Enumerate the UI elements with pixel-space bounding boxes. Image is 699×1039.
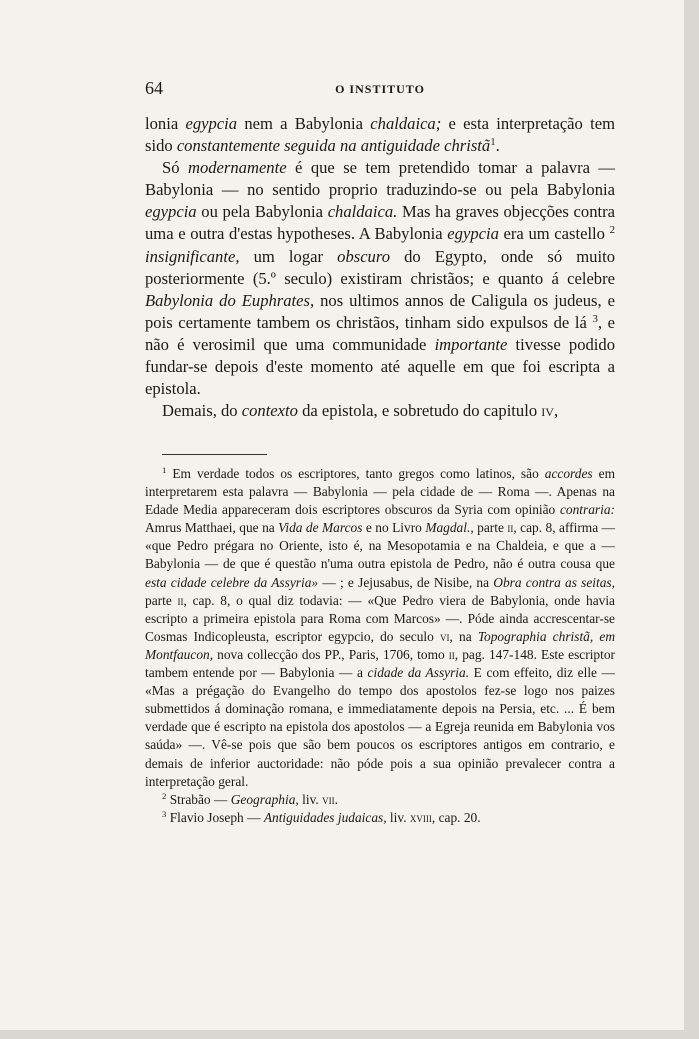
footnotes xyxy=(145,465,615,827)
footnote-1: $^1$ Em verdade todos os escriptores, tanto gregos como latinos, são accordes em interpretarem esta palavra — Babylonia — pela cidade de — Roma —. Apenas na Edade Media appareceram dois escriptores obscuros da Syria com opinião contraria: Amrus Matthaei, que na Vida de Marcos e no Livro Magdal., parte ii, cap. 8, affirma — «que Pedro prégara no Oriente, isto é, na Mesopotamia e na Chaldeia, e que a — Babylonia — de que é questão n'uma outra epistola de Pedro, não é outra cousa que esta cidade celebre da Assyria» — ; e Jejusabus, de Nisibe, na Obra contra as seitas, parte ii, cap. 8, o qual diz todavia: — «Que Pedro viera de Babylonia, onde havia escripto a primeira epistola para Roma com Marcos» —. Póde ainda accrescentar-se Cosmas Indicopleusta, escriptor egypcio, do seculo vi, na Topographia christã, em Montfaucon, nova collecção dos PP., Paris, 1706, tomo ii, pag. 147-148. Este escriptor tambem entende por — Babylonia — a cidade da Assyria. E com effeito, diz elle — «Mas a prégação do Evangelho do tempo dos apostolos fez-se logo nos paizes submettidos á dominação romana, e immediatamente depois na Persia, etc. ... É bem verdade que é escripto na epistola dos apostolos — a Egreja reunida em Babylonia vos saúda» —. Vê-se pois que são bem poucos os escriptores antigos em contrario, e demais de inferior auctoridade: não póde pois a sua opinião prevalecer contra a interpretação geral. xyxy=(145,465,616,789)
paragraph-demais: Demais, do contexto da epistola, e sobretudo do capitulo iv, xyxy=(162,401,559,421)
main-text xyxy=(145,113,615,422)
page-header xyxy=(145,78,615,100)
paragraph-continuation: lonia egypcia nem a Babylonia chaldaica; e esta interpretação tem sido constantemente seguida na antiguidade christã$^1$. xyxy=(145,114,615,156)
page-number: 64 xyxy=(145,78,163,98)
footnote-3: $^3$ Flavio Joseph — Antiguidades judaicas, liv. xviii, cap. 20. xyxy=(162,809,481,825)
footnote-2: $^2$ Strabão — Geographia, liv. vii. xyxy=(162,790,338,807)
running-title: O INSTITUTO xyxy=(335,82,425,96)
footnote-separator xyxy=(162,454,267,455)
footnote-ref: 2 xyxy=(609,224,615,237)
paragraph-babylonia: Só modernamente é que se tem pretendido tomar a palavra — Babylonia — no sentido proprio traduzindo-se ou pela Babylonia egypcia ou pela Babylonia chaldaica. Mas ha graves objecções contra uma e outra d'estas hypotheses. A Babylonia egypcia era um castello $^2$ insignificante, um logar obscuro do Egypto, onde só muito posteriormente (5.º seculo) existiram christãos; e quanto á celebre Babylonia do Euphrates, nos ultimos annos de Caligula os judeus, e pois certamente tambem os christãos, tinham sido expulsos de lá $^3$, e não é verosimil que uma communidade importante tivesse podido fundar-se depois d'este momento até aquelle em que foi escripta a epistola. xyxy=(145,158,616,399)
footnote-ref: 1 xyxy=(490,136,496,149)
footnote-ref: 3 xyxy=(592,312,598,325)
